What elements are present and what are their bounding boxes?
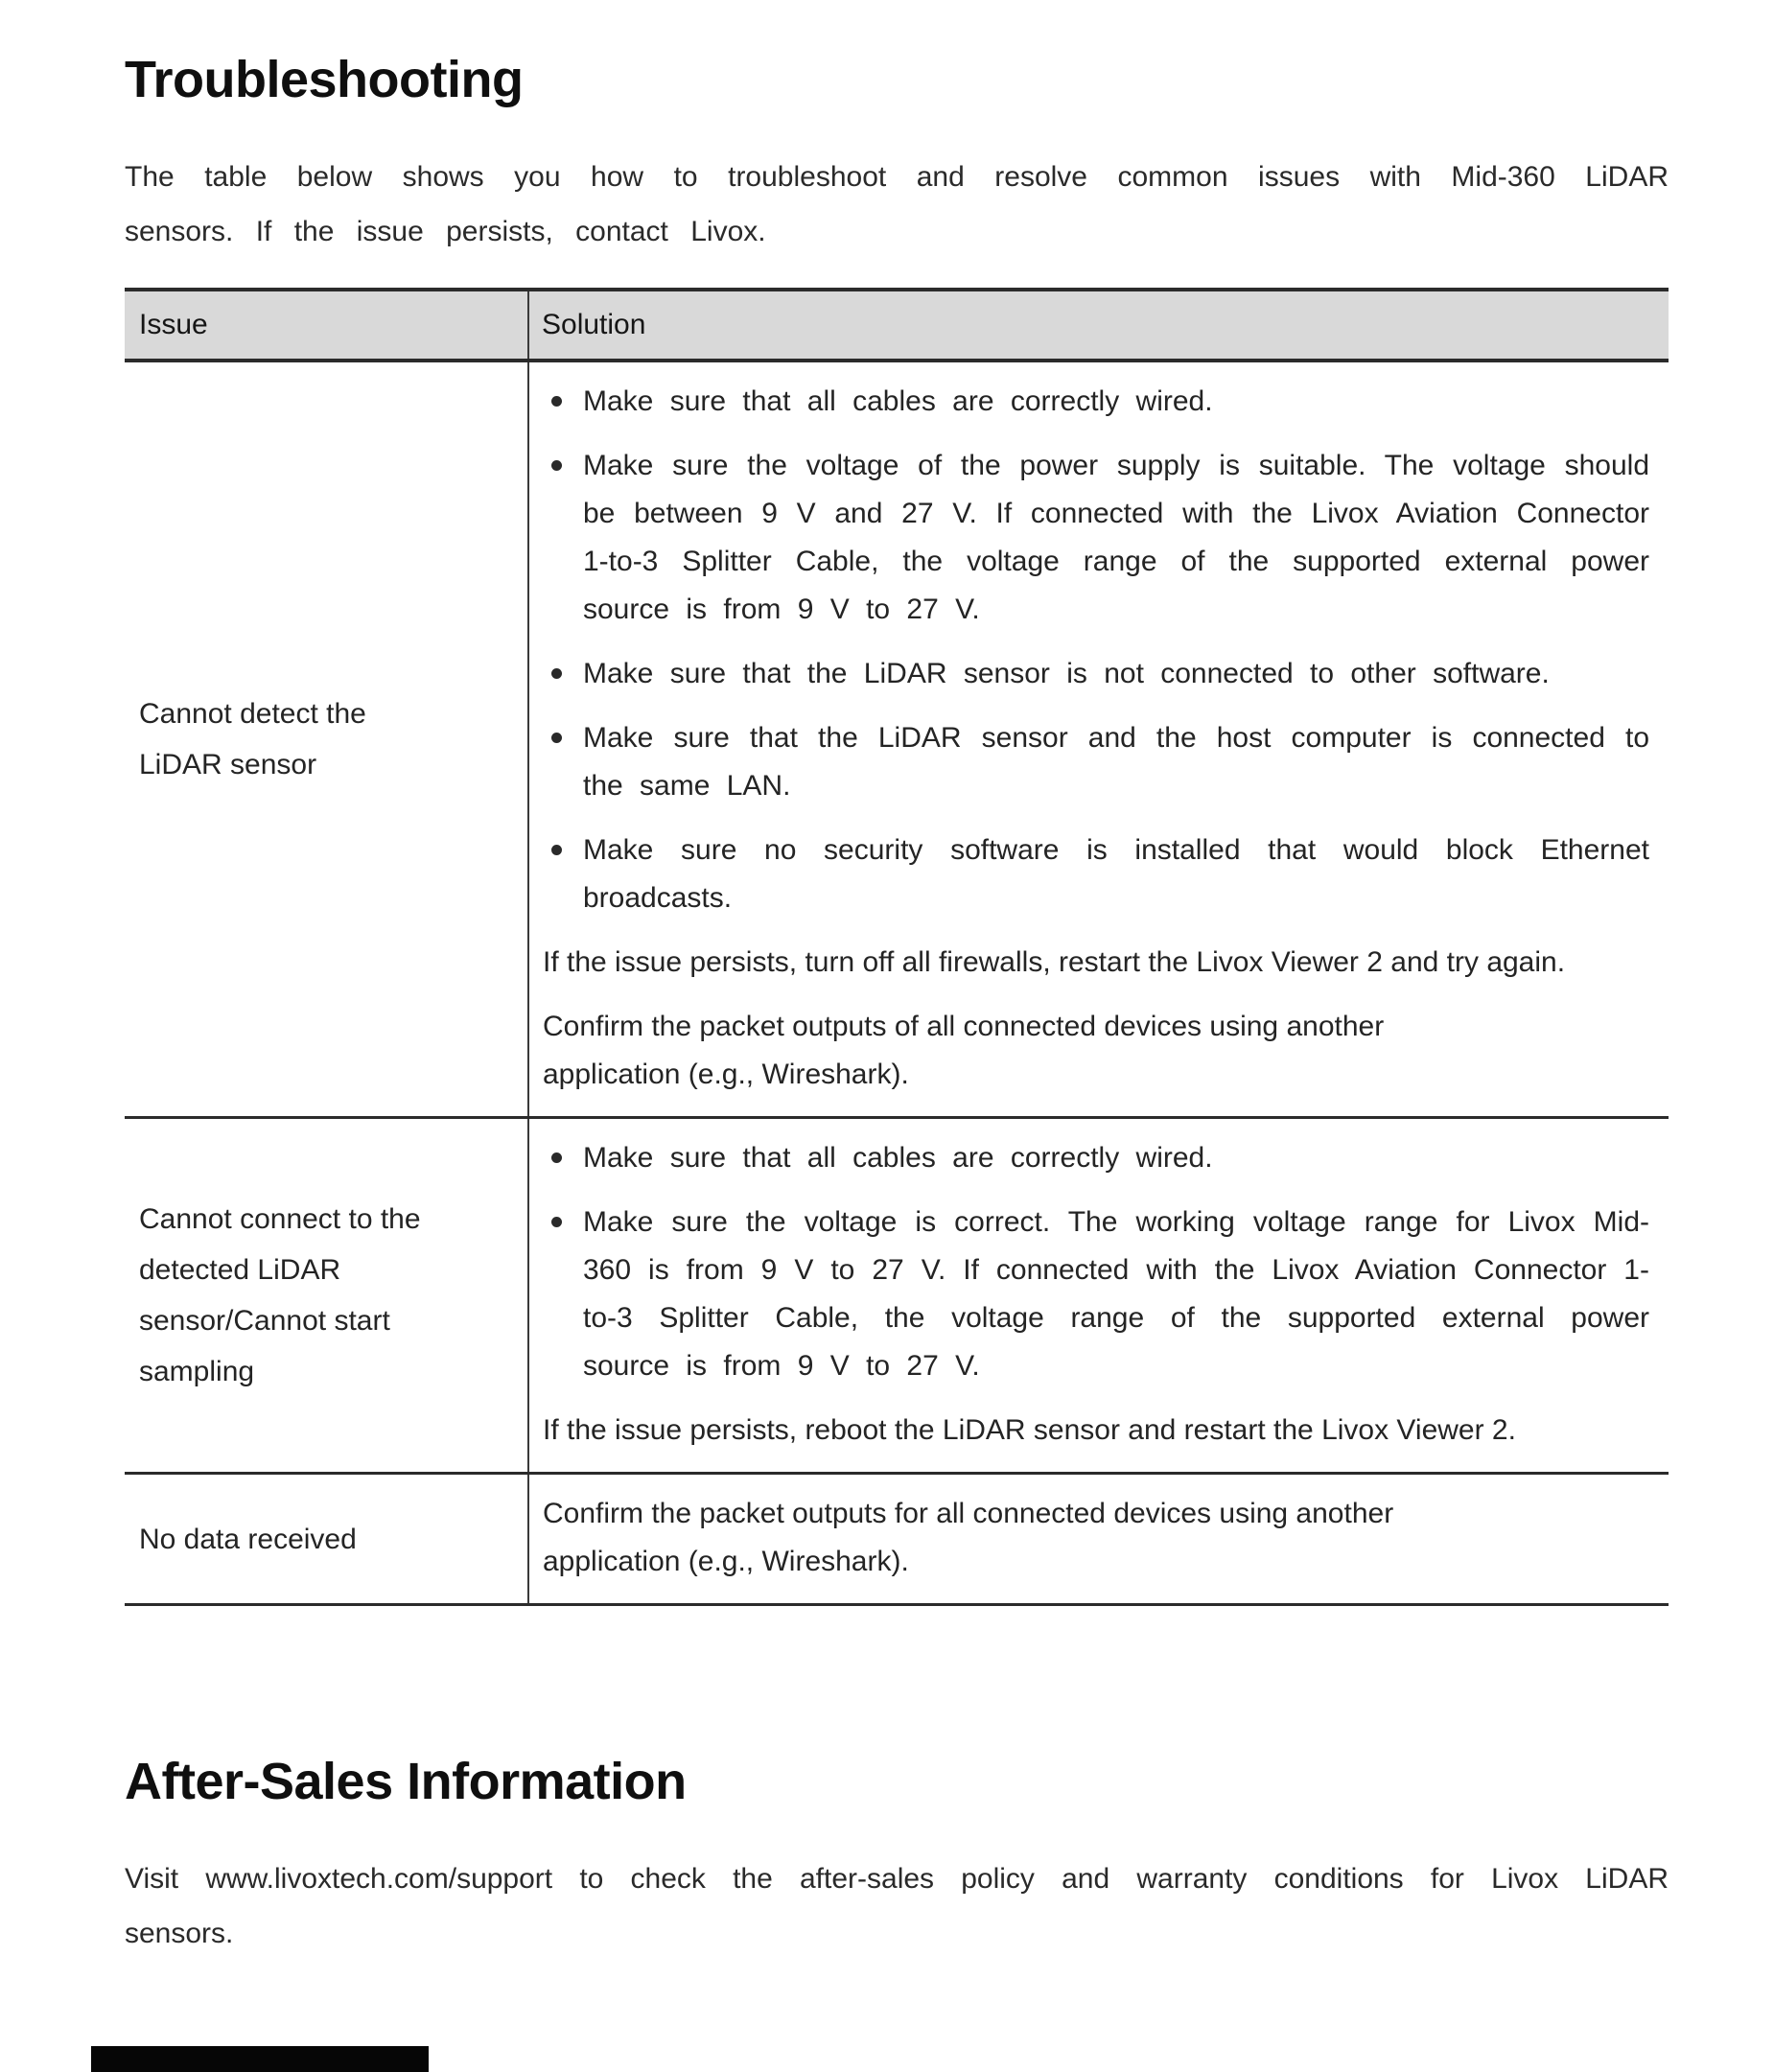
issue-cell (125, 1119, 527, 1472)
solution-paragraph: If the issue persists, turn off all firewalls, restart the Livox Viewer 2 and try again. (543, 946, 1566, 979)
solution-bullet (541, 714, 1649, 810)
solution-cell (527, 1475, 1669, 1603)
bullet-icon (541, 1134, 583, 1182)
section-title-after-sales: After-Sales Information (125, 1753, 687, 1811)
solution-bullet (541, 1199, 1649, 1390)
solution-cell (527, 1119, 1669, 1472)
solution-bullet (541, 378, 1649, 426)
issue-text: Cannot connect to the detected LiDAR sensor/Cannot start sampling (139, 1203, 421, 1388)
issue-text: No data received (139, 1523, 357, 1555)
issue-cell (125, 1475, 527, 1603)
bullet-text: Make sure the voltage is correct. The working voltage range for Livox Mid-360 is from 9 V to 27 V. If connected with the Livox Aviation Connector 1-to-3 Splitter Cable, the voltage range of the supported external power source is from 9 V to 27 V. (583, 1206, 1649, 1383)
solution-bullet (541, 826, 1649, 922)
header-cell-issue: Issue (139, 309, 208, 341)
bullet-text: Make sure the voltage of the power supply is suitable. The voltage should be between 9 V and 27 V. If connected with the Livox Aviation Connector 1-to-3 Splitter Cable, the voltage range of the supported external power source is from 9 V to 27 V. (583, 450, 1649, 626)
solution-paragraph: If the issue persists, reboot the LiDAR sensor and restart the Livox Viewer 2. (543, 1414, 1516, 1447)
issue-text: Cannot detect the LiDAR sensor (139, 698, 366, 781)
table-row (125, 1119, 1669, 1475)
bullet-icon (541, 714, 583, 810)
solution-bullet (541, 442, 1649, 634)
header-cell-solution: Solution (527, 291, 1669, 359)
solution-bullet (541, 1134, 1649, 1182)
bullet-icon (541, 826, 583, 922)
section-title-troubleshooting: Troubleshooting (125, 51, 524, 108)
footer-bar (91, 2046, 429, 2072)
bullet-text: Make sure that the LiDAR sensor is not connected to other software. (583, 658, 1550, 690)
bullet-text: Make sure that the LiDAR sensor and the host computer is connected to the same LAN. (583, 722, 1649, 803)
issue-cell (125, 362, 527, 1116)
bullet-icon (541, 650, 583, 698)
bullet-icon (541, 442, 583, 634)
intro-paragraph: The table below shows you how to troubleshoot and resolve common issues with Mid-360 LiDAR sensors. If the issue persists, contact Livox. (125, 161, 1669, 248)
bullet-icon (541, 378, 583, 426)
after-sales-paragraph: Visit www.livoxtech.com/support to check the after-sales policy and warranty conditions for Livox LiDAR sensors. (125, 1863, 1669, 1950)
troubleshooting-table (125, 288, 1669, 1606)
solution-cell (527, 362, 1669, 1116)
bullet-icon (541, 1199, 583, 1390)
bullet-text: Make sure that all cables are correctly wired. (583, 385, 1213, 418)
table-header-row (125, 291, 1669, 362)
bullet-text: Make sure that all cables are correctly wired. (583, 1142, 1213, 1175)
bullet-text: Make sure no security software is installed that would block Ethernet broadcasts. (583, 834, 1649, 915)
solution-paragraph: Confirm the packet outputs for all connected devices using another application (e.g., Wireshark). (543, 1498, 1394, 1578)
table-row (125, 1475, 1669, 1606)
table-row (125, 362, 1669, 1119)
solution-paragraph: Confirm the packet outputs of all connected devices using another application (e.g., Wireshark). (543, 1011, 1385, 1091)
solution-bullet (541, 650, 1649, 698)
